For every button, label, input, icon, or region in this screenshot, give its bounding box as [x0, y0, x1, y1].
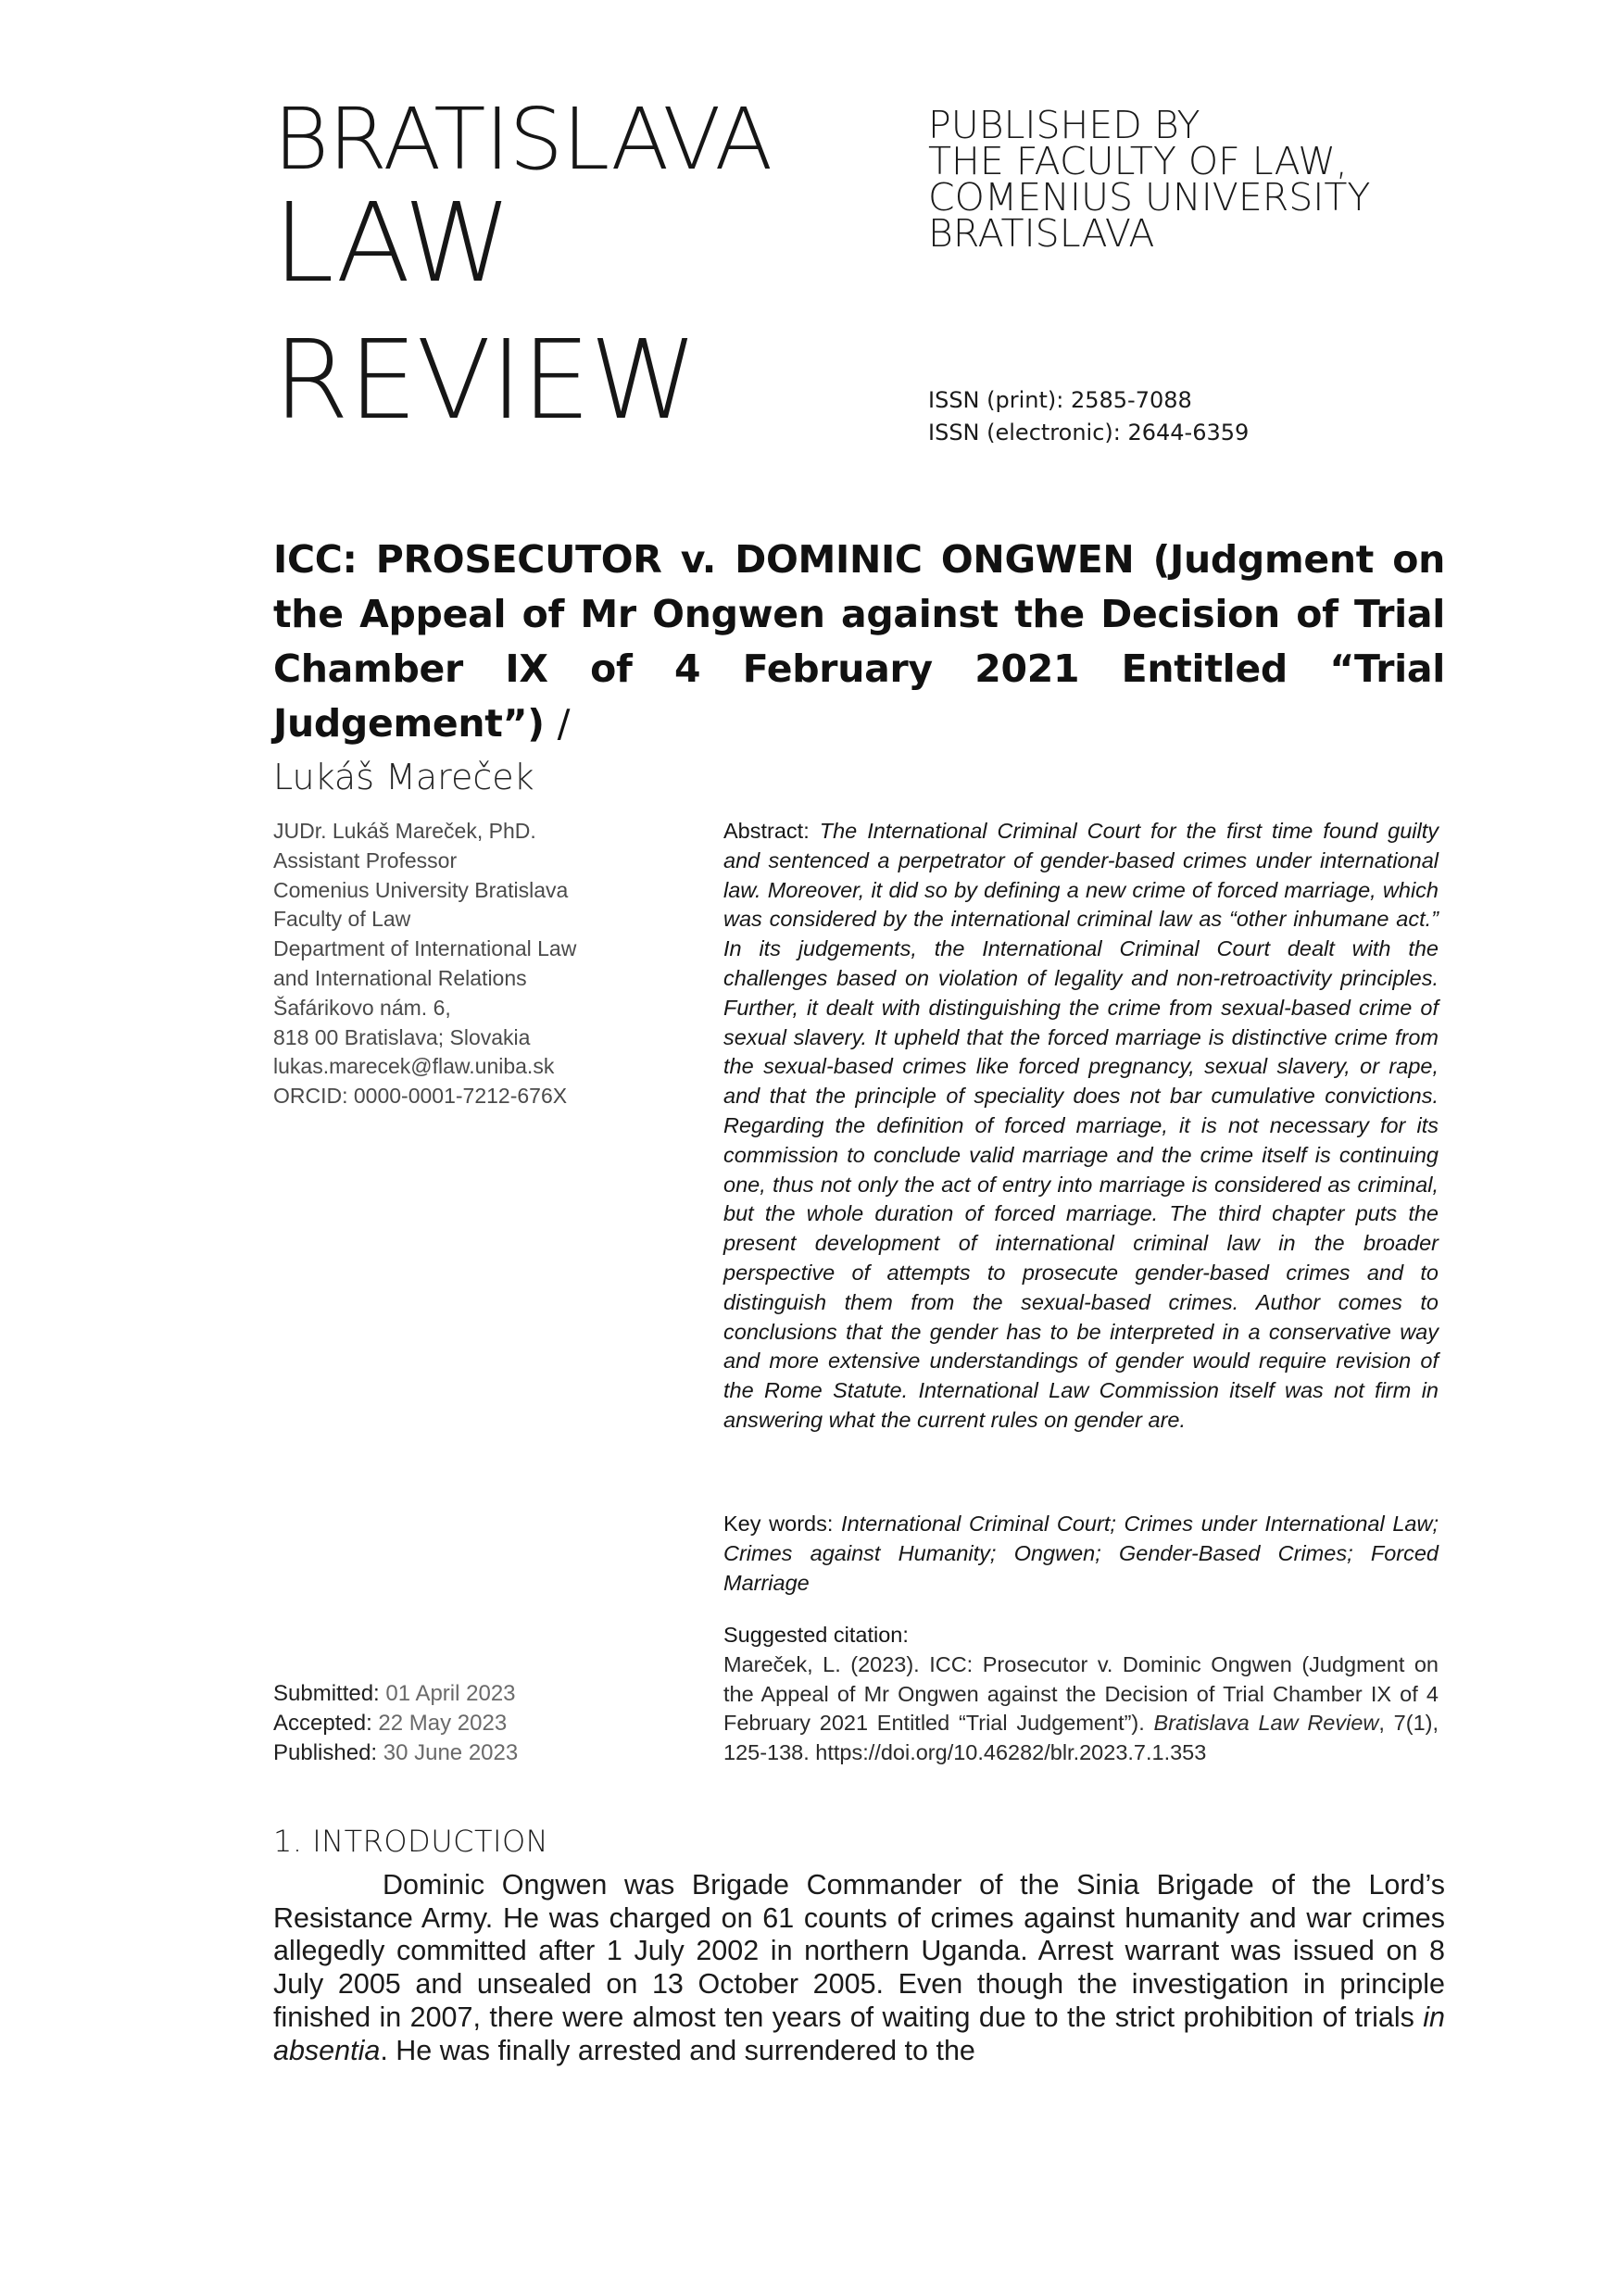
issn-electronic: ISSN (electronic): 2644-6359	[928, 420, 1250, 445]
title-separator: /	[557, 701, 571, 746]
citation-journal: Bratislava Law Review	[1153, 1711, 1379, 1736]
publisher-block	[928, 103, 1447, 256]
article-title-text: ICC: PROSECUTOR v. DOMINIC ONGWEN (Judgment on the Appeal of Mr Ongwen against the Decision of Trial Chamber IX of 4 February 2021 Entitled “Trial Judgement”)	[273, 537, 1445, 746]
issn-block	[928, 384, 1447, 449]
masthead-line-3: REVIEW	[273, 316, 697, 444]
publisher-line-1: PUBLISHED BY	[928, 103, 1200, 147]
keywords-text: International Criminal Court; Crimes under International Law; Crimes against Humanity; Ongwen; Gender-Based Crimes; Forced Marriage	[723, 1512, 1439, 1595]
article-title-block	[273, 533, 1445, 801]
body-text-after: . He was finally arrested and surrendered to the	[380, 2034, 975, 2066]
article-author: Lukáš Mareček	[273, 757, 534, 797]
affiliation-line: Faculty of Law	[273, 907, 411, 932]
submitted-date: 01 April 2023	[385, 1681, 516, 1706]
accepted-date: 22 May 2023	[378, 1711, 508, 1736]
affiliation-line: 818 00 Bratislava; Slovakia	[273, 1024, 531, 1049]
abstract-label: Abstract:	[723, 819, 810, 843]
citation-text-after[interactable]: , 7(1), 125-138. https://doi.org/10.46282/blr.2023.7.1.353	[723, 1711, 1439, 1765]
article-dates	[273, 1679, 662, 1768]
abstract	[723, 817, 1439, 1436]
publisher-line-2: THE FACULTY OF LAW,	[928, 139, 1348, 183]
affiliation-line: and International Relations	[273, 965, 527, 990]
affiliation-line: Department of International Law	[273, 936, 577, 961]
citation-label: Suggested citation:	[723, 1623, 909, 1647]
published-date-row	[273, 1738, 662, 1768]
body-text-before: Dominic Ongwen was Brigade Commander of the Sinia Brigade of the Lord’s Resistance Army. He was charged on 61 counts of crimes against humanity and war crimes allegedly committed after 1 July 2002 in northern Uganda. Arrest warrant was issued on 8 July 2005 and unsealed on 13 October 2005. Even though the investigation in principle finished in 2007, there were almost ten years of waiting due to the strict prohibition of trials	[273, 1869, 1445, 2033]
affiliation-line: Assistant Professor	[273, 847, 458, 872]
affiliation-line: JUDr. Lukáš Mareček, PhD.	[273, 819, 536, 843]
article-title	[273, 533, 1445, 751]
body-paragraph	[273, 1869, 1445, 2067]
submitted-date-row	[273, 1679, 662, 1709]
affiliation-line: Comenius University Bratislava	[273, 877, 569, 902]
suggested-citation	[723, 1621, 1439, 1768]
affiliation-orcid: ORCID: 0000-0001-7212-676X	[273, 1084, 568, 1109]
submitted-label: Submitted:	[273, 1681, 380, 1706]
body-text-italic: in absentia	[273, 2001, 1445, 2066]
affiliation-email[interactable]: lukas.marecek@flaw.uniba.sk	[273, 1054, 555, 1079]
accepted-date-row	[273, 1709, 662, 1738]
citation-text-before: Mareček, L. (2023). ICC: Prosecutor v. Dominic Ongwen (Judgment on the Appeal of Mr Ongwen against the Decision of Trial Chamber IX of 4 February 2021 Entitled “Trial Judgement”).	[723, 1651, 1439, 1736]
published-label: Published:	[273, 1740, 378, 1765]
masthead-line-2: LAW	[273, 179, 511, 307]
keywords	[723, 1510, 1439, 1598]
affiliation-line: Šafárikovo nám. 6,	[273, 995, 451, 1020]
section-heading: 1. INTRODUCTION	[273, 1824, 549, 1859]
author-affiliation	[273, 817, 662, 1111]
accepted-label: Accepted:	[273, 1711, 372, 1736]
publisher-line-3: COMENIUS UNIVERSITY	[928, 175, 1371, 220]
masthead-line-1: BRATISLAVA	[273, 90, 773, 189]
issn-print: ISSN (print): 2585-7088	[928, 387, 1192, 413]
keywords-label: Key words:	[723, 1512, 834, 1536]
abstract-text: The International Criminal Court for the first time found guilty and sentenced a perpetrator of gender-based crimes under international law. Moreover, it did so by defining a new crime of forced marriage, which was considered by the international criminal law as “other inhumane act.” In its judgements, the International Criminal Court dealt with the challenges based on violation of legality and non-retroactivity principles. Further, it dealt with distinguishing the crime from sexual-based crime of sexual slavery. It upheld that the forced marriage is distinctive crime from the sexual-based crimes like forced pregnancy, sexual slavery, or rape, and that the principle of speciality does not bar cumulative convictions. Regarding the definition of forced marriage, it is not necessary for its commission to conclude valid marriage and the crime itself is continuing one, thus not only the act of entry into marriage is considered as criminal, but the whole duration of forced marriage. The third chapter puts the present development of international criminal law in the broader perspective of attempts to prosecute gender-based crimes and to distinguish them from the sexual-based crimes. Author comes to conclusions that the gender has to be interpreted in a conservative way and more extensive understandings of gender would require revision of the Rome Statute. International Law Commission itself was not firm in answering what the current rules on gender are.	[723, 819, 1439, 1432]
published-date: 30 June 2023	[383, 1740, 519, 1765]
publisher-line-4: BRATISLAVA	[928, 211, 1155, 256]
